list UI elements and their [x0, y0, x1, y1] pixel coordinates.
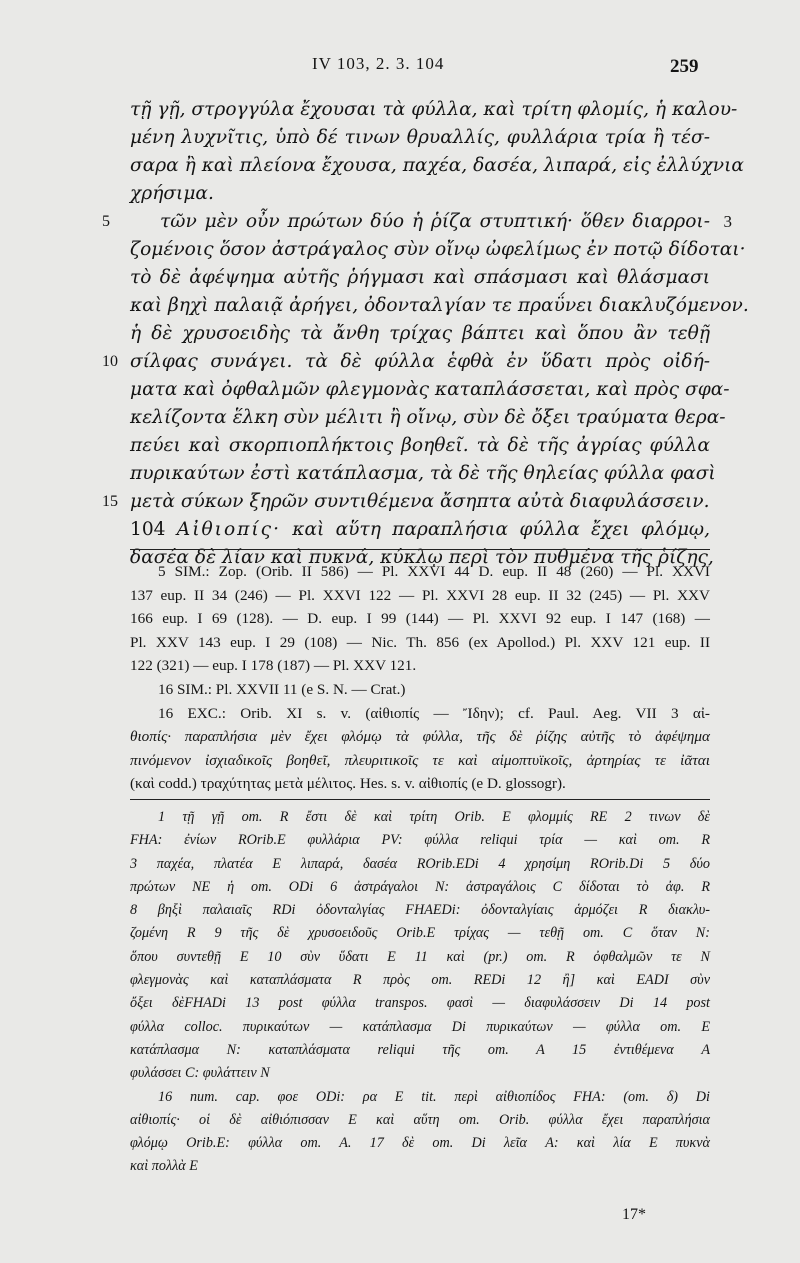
text-line: [130, 96, 738, 124]
text-line: [102, 208, 732, 236]
apparatus-line: 8 βηξὶ παλαιαῖς RDi ὀδονταλγίας FHAEDi: ὀδονταλγίαις ἁρμόζει R διακλυ-: [130, 902, 710, 919]
apparatus-line: φλόμῳ Orib.E: φύλλα om. A. 17 δὲ om. Di λεῖα A: καὶ λία E πυκνὰ: [130, 1135, 710, 1152]
line-text: κελίζοντα ἕλκη σὺν μέλιτι ἢ οἴνῳ, σὺν δὲ ὄξει τραύματα θερα-: [130, 407, 726, 428]
apparatus-line: ὄξει δὲFHADi 13 post φύλλα transpos. φασὶ — διαφυλάσσειν Di 14 post: [130, 995, 710, 1012]
apparatus-line: FHA: ἐνίων ROrib.E φυλλάρια PV: φύλλα reliqui τρία — καὶ om. R: [130, 832, 710, 849]
line-text: σίλφας συνάγει. τὰ δὲ φύλλα ἑφθὰ ἐν ὕδατι πρὸς οἰδή-: [130, 351, 710, 372]
apparatus-line: 1 τῇ γῇ om. R ἔστι δὲ καὶ τρίτη Orib. E φλομμίς RE 2 τινων δὲ: [158, 809, 710, 825]
margin-number: 3: [723, 212, 732, 231]
apparatus-line: 3 παχέα, πλατέα E λιπαρά, δασέα ROrib.EDi 4 χρησίμη ROrib.Di 5 δύο: [130, 855, 710, 872]
testimonia-line: πινόμενον ἰσχιαδικοῖς βοηθεῖ, πλευριτικοῖς τε καὶ αἱμοπτυϊκοῖς, ἀρτηρίας τε ἰᾶται: [130, 751, 710, 769]
text-line: [130, 376, 730, 404]
testimonia-line: 166 eup. I 69 (128). — D. eup. I 99 (144) — Pl. XXVI 92 eup. I 147 (168) —: [130, 610, 710, 628]
main-text-rule: [130, 549, 710, 550]
apparatus-line: φλεγμονὰς καὶ καταπλάσματα R πρὸς om. REDi 12 ἢ] καὶ EADI σὺν: [130, 972, 710, 989]
apparatus-line: ζομένη R 9 τῆς δὲ χρυσοειδοῦς Orib.E τρίχας — τεθῇ om. C ὅταν N:: [130, 925, 710, 942]
testimonia-line: 122 (321) — eup. I 178 (187) — Pl. XXV 121.: [130, 657, 417, 675]
apparatus-line: φυλάσσει C: φυλάττειν N: [130, 1065, 270, 1082]
line-text: τῇ γῇ, στρογγύλα ἔχουσαι τὰ φύλλα, καὶ τρίτη φλομίς, ἡ καλου-: [130, 99, 738, 120]
testimonia-line: (καὶ codd.) τραχύτητας μετὰ μέλιτος. Hes. s. v. αἰθιοπίς (e D. glossogr).: [130, 775, 566, 793]
page-header: [0, 50, 800, 80]
testimonia: [130, 560, 710, 796]
line-number: 10: [102, 353, 118, 370]
testimonia-line: 5 SIM.: Zop. (Orib. II 586) — Pl. XXVI 44 D. eup. II 48 (260) — Pl. XXVI: [158, 563, 710, 580]
text-line: [130, 264, 710, 292]
line-number: 5: [102, 213, 110, 230]
text-line: [130, 236, 746, 264]
running-head: IV 103, 2. 3. 104: [312, 54, 445, 73]
apparatus-line: αἰθιοπίς· οἱ δὲ αἰθιόπισσαν E καὶ αὕτη om. Orib. φύλλα ἔχει παραπλήσια: [130, 1111, 710, 1128]
line-text: πυρικαύτων ἐστὶ κατάπλασμα, τὰ δὲ τῆς θηλείας φύλλα φασὶ: [130, 463, 716, 484]
line-text: τῶν μὲν οὖν πρώτων δύο ἡ ῥίζα στυπτική· ὅθεν διαρροι-: [160, 211, 710, 232]
line-text: μένη λυχνῖτις, ὑπὸ δέ τινων θρυαλλίς, φυλλάρια τρία ἢ τέσ-: [130, 127, 710, 148]
entry-104-line-2: δασέα δὲ λίαν καὶ πυκνά, κύκλῳ περὶ τὸν πυθμένα τῆς ῥίζης,: [130, 547, 714, 568]
line-text: ζομένοις ὅσον ἀστράγαλος σὺν οἴνῳ ὠφελίμως ἐν ποτῷ δίδοται·: [130, 239, 746, 260]
line-text: πεύει καὶ σκορπιοπλήκτοις βοηθεῖ. τὰ δὲ τῆς ἀγρίας φύλλα: [130, 435, 710, 456]
entry-number: 104: [130, 519, 166, 540]
testimonia-line: 137 eup. II 34 (246) — Pl. XXVI 122 — Pl. XXVI 28 eup. II 32 (245) — Pl. XXV: [130, 586, 710, 604]
text-line: [130, 152, 744, 180]
line-text: σαρα ἢ καὶ πλείονα ἔχουσα, παχέα, δασέα, λιπαρά, εἰς ἐλλύχνια: [130, 155, 744, 176]
text-line: [130, 124, 710, 152]
apparatus-line: ὅπου συντεθῇ E 10 σὺν ὕδατι E 11 καὶ (pr.) om. R ὀφθαλμῶν τε N: [130, 948, 710, 965]
apparatus-line: καὶ πολλὰ E: [130, 1158, 198, 1175]
line-text: χρήσιμα.: [130, 183, 214, 204]
testimonia-line: 16 EXC.: Orib. XI s. v. (αἰθιοπίς — Ἴδην); cf. Paul. Aeg. VII 3 αἰ-: [158, 704, 710, 722]
apparatus-line: κατάπλασμα N: καταπλάσματα reliqui τῆς om. A 15 ἐντιθέμενα A: [130, 1041, 710, 1058]
entry-title: Αἰθιοπίς·: [176, 519, 281, 540]
testimonia-line: Pl. XXV 143 eup. I 29 (108) — Nic. Th. 856 (ex Apollod.) Pl. XXV 121 eup. II: [130, 633, 710, 651]
text-line: [130, 292, 749, 320]
apparatus-line: φύλλα colloc. πυρικαύτων — κατάπλασμα Di πυρικαύτων — φύλλα om. E: [130, 1018, 710, 1035]
testimonia-line: 16 SIM.: Pl. XXVII 11 (e S. N. — Crat.): [158, 680, 406, 698]
text-line: [130, 320, 710, 348]
text-line: [130, 180, 710, 208]
testimonia-line: θιοπίς· παραπλήσια μὲν ἔχει φλόμῳ τὰ φύλλα, τῆς δὲ ῥίζης αὐτῆς τὸ ἀφέψημα: [130, 728, 710, 746]
apparatus-line: 16 num. cap. φοε ODi: ρα E tit. περὶ αἰθιοπίδος FHA: (om. δ) Di: [158, 1088, 710, 1105]
signature-mark: 17*: [622, 1206, 646, 1223]
line-text: ματα καὶ ὀφθαλμῶν φλεγμονὰς καταπλάσσεται, καὶ πρὸς σφα-: [130, 379, 730, 400]
page-number: 259: [670, 56, 699, 77]
text-line: [130, 404, 726, 432]
line-text: μετὰ σύκων ξηρῶν συντιθέμενα ἄσηπτα αὐτὰ διαφυλάσσειν.: [130, 491, 710, 512]
entry-text: καὶ αὕτη παραπλήσια φύλλα ἔχει φλόμῳ,: [281, 519, 710, 540]
line-text: τὸ δὲ ἀφέψημα αὐτῆς ῥήγμασι καὶ σπάσμασι καὶ θλάσμασι: [130, 267, 710, 288]
text-line: [130, 432, 710, 460]
apparatus-rule: [130, 799, 710, 800]
apparatus-line: πρώτων NE ἡ om. ODi 6 ἀστράγαλοι N: ἀστραγάλοις C δίδοται τὸ ἀφ. R: [130, 878, 710, 895]
line-text: ἡ δὲ χρυσοειδὴς τὰ ἄνθη τρίχας βάπτει καὶ ὅπου ἂν τεθῇ: [130, 323, 710, 344]
critical-apparatus: [130, 806, 710, 1179]
text-line: [102, 348, 710, 376]
main-text: [102, 96, 749, 572]
entry-104-line-1: [130, 516, 710, 544]
text-line: [102, 488, 710, 516]
text-line: [130, 460, 716, 488]
line-text: καὶ βηχὶ παλαιᾷ ἀρήγει, ὀδονταλγίαν τε πραΰνει διακλυζόμενον.: [130, 295, 749, 316]
line-number: 15: [102, 493, 118, 510]
